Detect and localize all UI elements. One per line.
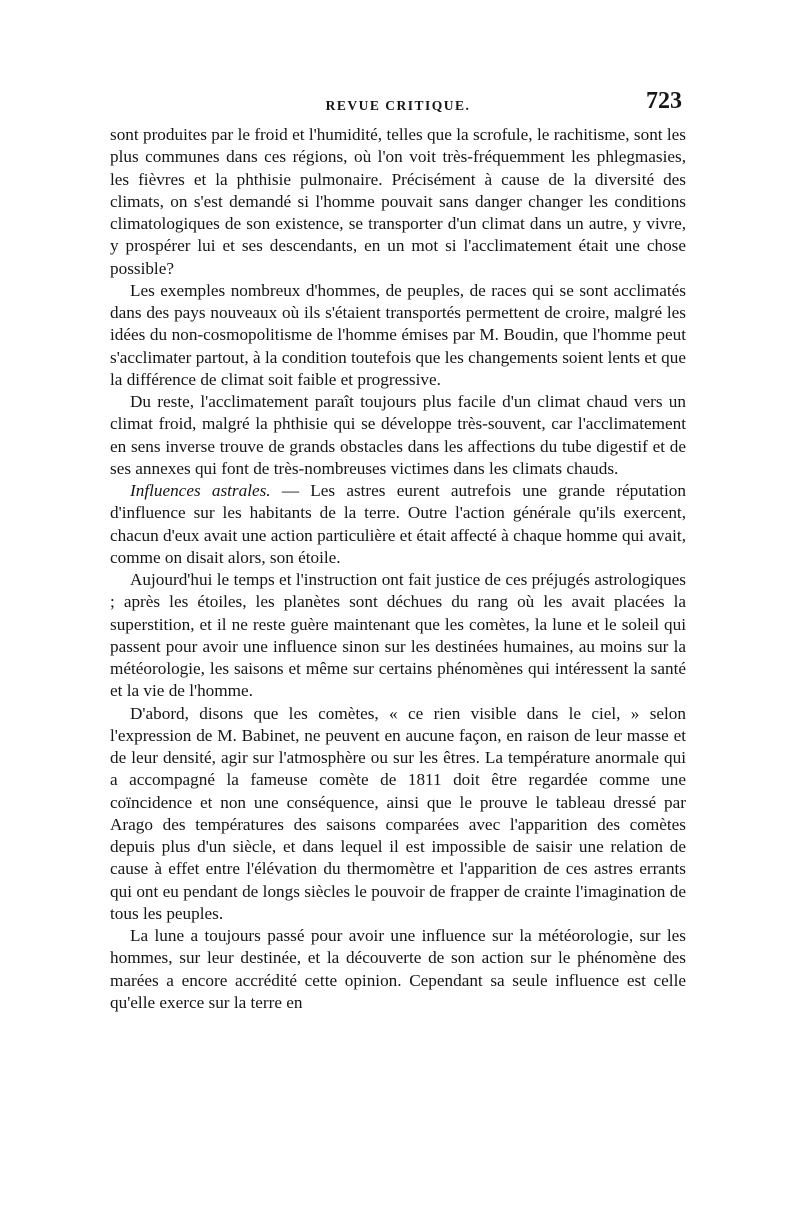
paragraph-lune: La lune a toujours passé pour avoir une influence sur la météorologie, sur les hommes, sur leur destinée, et la découverte de son action sur le phénomène des marées a encore accrédité cette opinion. Cependant sa seule influence est celle qu'elle exerce sur la terre en	[110, 926, 686, 1012]
page-number: 723	[646, 88, 682, 114]
paragraph-acclimatement-chaud-froid: Du reste, l'acclimatement paraît toujours plus facile d'un climat chaud vers un climat froid, malgré la phthisie qui se développe très-souvent, car l'acclimatement en sens inverse trouve de grands obstacles dans les affections du tube digestif et de ses annexes qui font de très-nombreuses victimes dans les climats chauds.	[110, 392, 686, 478]
paragraph-continuation: sont produites par le froid et l'humidité, telles que la scrofule, le rachitisme, sont les plus communes dans ces régions, où l'on voit très-fréquemment les phlegmasies, les fièvres et la phthisie pulmonaire. Précisément à cause de la diversité des climats, on s'est demandé si l'homme pouvait sans danger changer les conditions climatologiques de son existence, se transporter d'un climat dans un autre, y vivre, y prospérer lui et ses descendants, en un mot si l'acclimatement était une chose possible?	[110, 125, 686, 278]
section-heading-influences-astrales: Influences astrales.	[130, 481, 271, 500]
body-text	[110, 124, 686, 1014]
paragraph-acclimatement-exemples: Les exemples nombreux d'hommes, de peuples, de races qui se sont acclimatés dans des pays nouveaux où ils s'étaient transportés permettent de croire, malgré les idées du non-cosmopolitisme de l'homme émises par M. Boudin, que l'homme peut s'acclimater partout, à la condition toutefois que les changements soient lents et que la différence de climat soit faible et progressive.	[110, 280, 686, 389]
running-head	[110, 88, 686, 124]
paragraph-cometes: D'abord, disons que les comètes, « ce rien visible dans le ciel, » selon l'expression de M. Babinet, ne peuvent en aucune façon, en raison de leur masse et de leur densité, agir sur l'atmosphère ou sur les êtres. La température anormale qui a accompagné la fameuse comète de 1811 doit être regardée comme une coïncidence et non une conséquence, ainsi que le prouve le tableau dressé par Arago des températures des saisons comparées avec l'apparition des comètes depuis plus d'un siècle, et dans lequel il est impossible de saisir une relation de cause à effet entre l'élévation du thermomètre et l'apparition de ces astres errants qui ont eu pendant de longs siècles le pouvoir de frapper de crainte l'imagination de tous les peuples.	[110, 703, 686, 923]
running-title: REVUE CRITIQUE.	[325, 98, 471, 113]
book-page	[110, 88, 686, 1014]
paragraph-aujourd-hui: Aujourd'hui le temps et l'instruction ont fait justice de ces préjugés astrologiques ; après les étoiles, les planètes sont déchues du rang où les avait placées la superstition, et il ne reste guère maintenant que les comètes, la lune et le soleil qui passent pour avoir une influence sinon sur les destinées humaines, au moins sur la météorologie, les saisons et même sur certains phénomènes qui intéressent la santé et la vie de l'homme.	[110, 570, 686, 701]
paragraph-influences-astrales	[110, 480, 686, 569]
paragraph-influences-astrales-text: — Les astres eurent autrefois une grande réputation d'influence sur les habitants de la terre. Outre l'action générale qu'ils exercent, chacun d'eux avait une action particulière et était affecté à chaque homme qui avait, comme on disait alors, son étoile.	[110, 481, 686, 567]
